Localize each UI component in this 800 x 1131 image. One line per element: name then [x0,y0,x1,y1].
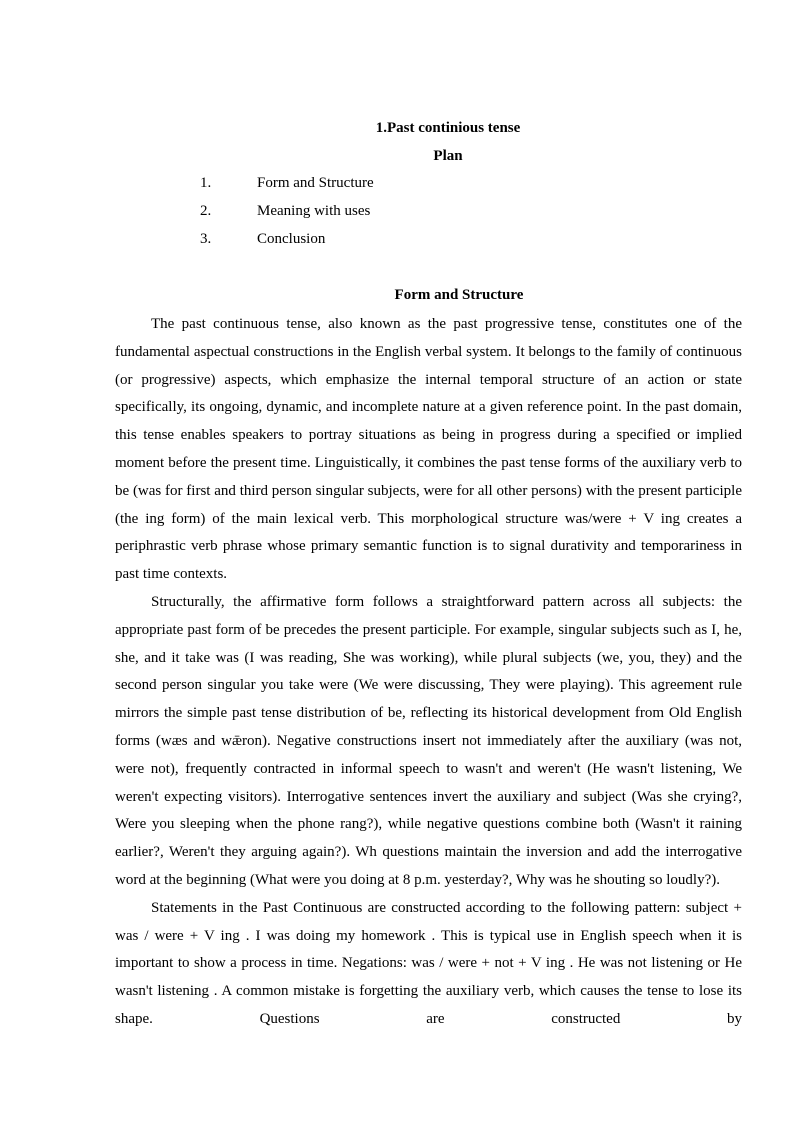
plan-item-number: 1. [200,175,212,191]
paragraph: Statements in the Past Continuous are constructed according to the following pattern: subject + was / were + V ing . I was doing my homework . This is typical use in English speech when it is important to show a process in time. Negations: was / were + not + V ing . He was not listening or He wasn't listening . A common mistake is forgetting the auxiliary verb, which causes the tense to lose its shape. Questions are constructed by [115,899,742,1027]
plan-heading: Plan [433,148,463,164]
plan-item-text: Form and Structure [257,175,374,191]
paragraph: Structurally, the affirmative form follows a straightforward pattern across all subjects: the appropriate past form of be precedes the present participle. For example, singular subjects such as I, he, she, and it take was (I was reading, She was working), while plural subjects (we, you, they) and the second person singular you take were (We were discussing, They were playing). This agreement rule mirrors the simple past tense distribution of be, reflecting its historical development from Old English forms (wæs and wǣron). Negative constructions insert not immediately after the auxiliary (was not, were not), frequently contracted in informal speech to wasn't and weren't (He wasn't listening, We weren't expecting visitors). Interrogative sentences invert the auxiliary and subject (Was she crying?, Were you sleeping when the phone rang?), while negative questions combine both (Wasn't it raining earlier?, Weren't they arguing again?). Wh questions maintain the inversion and add the interrogative word at the beginning (What were you doing at 8 p.m. yesterday?, Why was he shouting so loudly?). [115,593,742,888]
document-title: 1.Past continious tense [375,120,521,136]
body-text [115,311,742,1034]
section-heading: Form and Structure [394,287,524,303]
plan-item-text: Meaning with uses [257,203,371,219]
plan-item-number: 2. [200,203,212,219]
paragraph: The past continuous tense, also known as the past progressive tense, constitutes one of the fundamental aspectual constructions in the English verbal system. It belongs to the family of continuous (or progressive) aspects, which emphasize the internal temporal structure of an action or state specifically, its ongoing, dynamic, and incomplete nature at a given reference point. In the past domain, this tense enables speakers to portray situations as being in progress during a specified or implied moment before the present time. Linguistically, it combines the past tense forms of the auxiliary verb to be (was for first and third person singular subjects, were for all other persons) with the present participle (the ing form) of the main lexical verb. This morphological structure was/were + V ing creates a periphrastic verb phrase whose primary semantic function is to signal durativity and temporariness in past time contexts. [115,316,742,583]
plan-item-number: 3. [200,231,212,247]
plan-item-text: Conclusion [257,231,326,247]
